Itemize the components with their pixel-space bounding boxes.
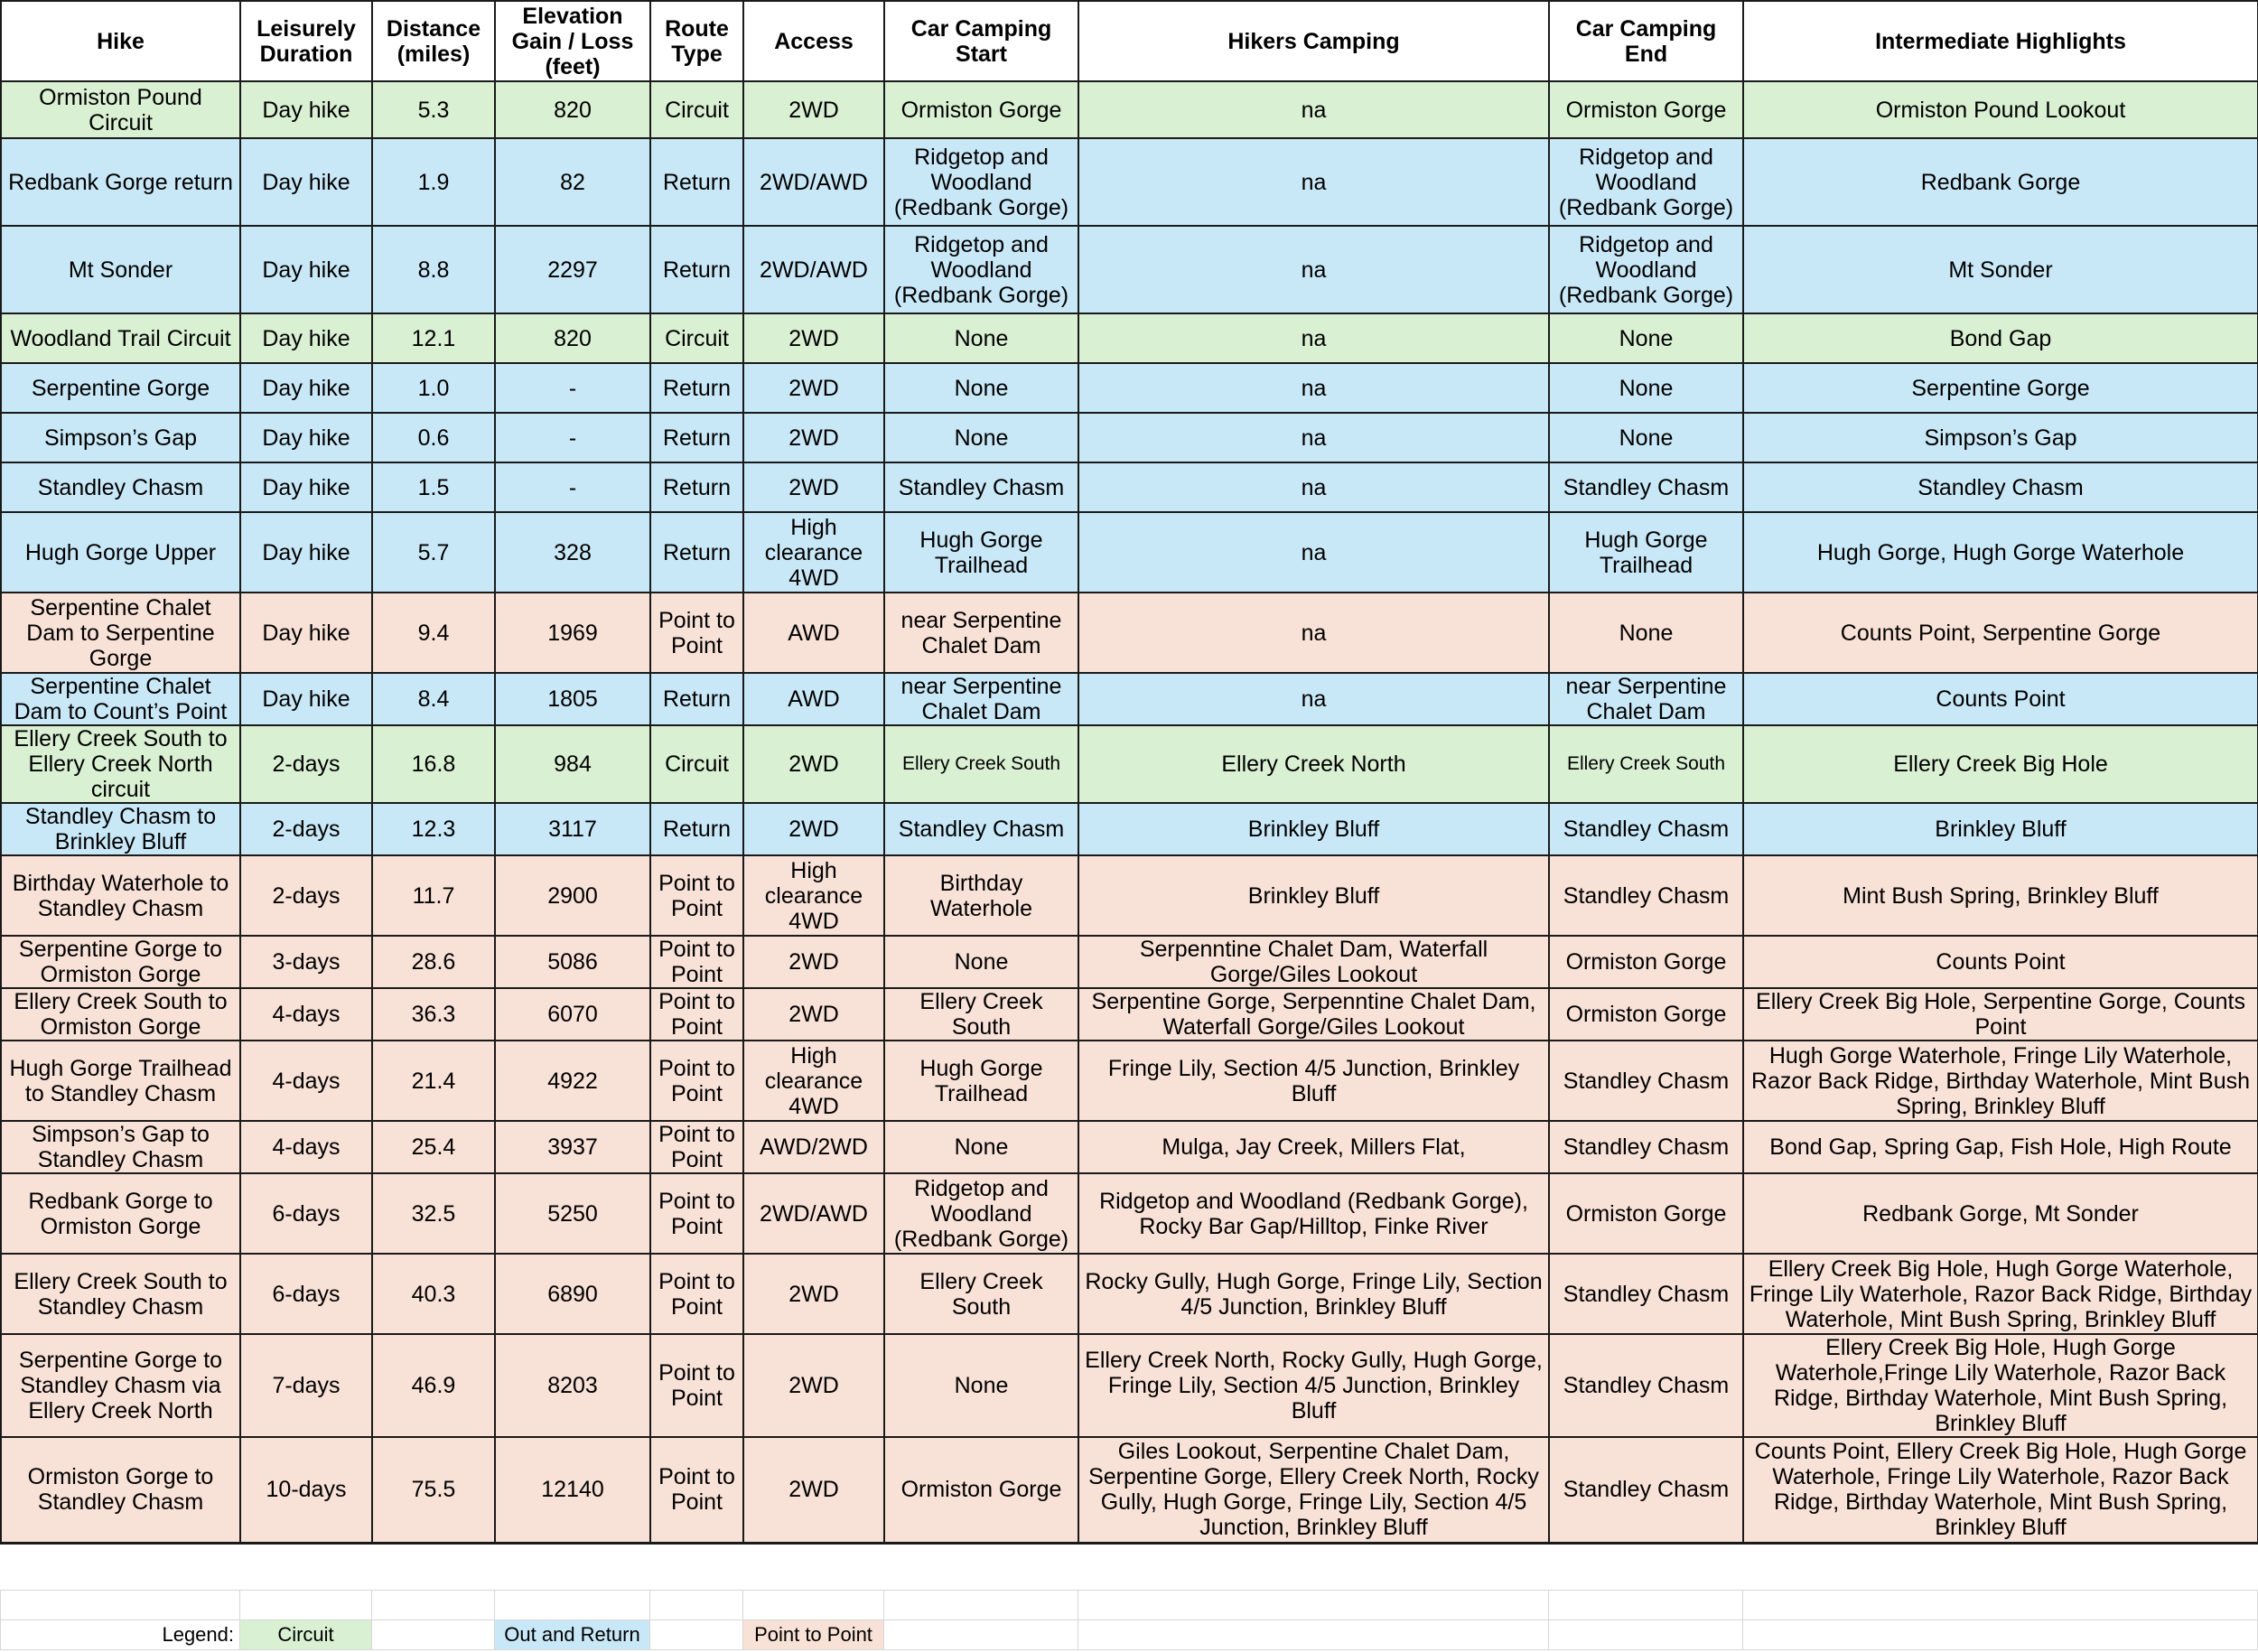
cell-distance[interactable]: 36.3	[372, 988, 495, 1041]
cell-highlights[interactable]: Hugh Gorge, Hugh Gorge Waterhole	[1743, 512, 2258, 593]
legend-spacer-row	[1, 1591, 2258, 1620]
cell-elevation[interactable]: 8203	[495, 1334, 650, 1437]
cell-elevation[interactable]: 5086	[495, 936, 650, 988]
cell-duration[interactable]: 2-days	[240, 803, 372, 855]
table-row	[1, 1437, 2258, 1543]
cell-hikers-camping[interactable]: Brinkley Bluff	[1078, 855, 1549, 936]
cell-hike[interactable]: Woodland Trail Circuit	[1, 313, 240, 363]
cell-elevation[interactable]: 820	[495, 313, 650, 363]
cell-hike[interactable]: Mt Sonder	[1, 226, 240, 313]
cell-hikers-camping[interactable]: Ellery Creek North, Rocky Gully, Hugh Gorge, Fringe Lily, Section 4/5 Junction, Brinkley Bluff	[1078, 1334, 1549, 1437]
cell-highlights[interactable]: Mint Bush Spring, Brinkley Bluff	[1743, 855, 2258, 936]
legend-label[interactable]: Legend:	[1, 1620, 240, 1650]
cell-hikers-camping[interactable]: na	[1078, 512, 1549, 593]
cell-elevation[interactable]: 5250	[495, 1173, 650, 1254]
cell-elevation[interactable]: 4922	[495, 1041, 650, 1121]
cell-duration[interactable]: 4-days	[240, 1121, 372, 1173]
cell-car-camping-start[interactable]: near Serpentine Chalet Dam	[884, 673, 1078, 725]
cell-car-camping-end[interactable]: Ormiston Gorge	[1549, 81, 1743, 138]
cell-car-camping-start[interactable]: Ellery Creek South	[884, 725, 1078, 803]
table-row	[1, 512, 2258, 593]
cell-hikers-camping[interactable]: na	[1078, 363, 1549, 413]
cell-access[interactable]: 2WD	[743, 936, 884, 988]
table-row	[1, 988, 2258, 1041]
header-elevation[interactable]: Elevation Gain / Loss (feet)	[495, 1, 650, 81]
table-row	[1, 1121, 2258, 1173]
cell-access[interactable]: 2WD/AWD	[743, 1173, 884, 1254]
legend-circuit[interactable]: Circuit	[240, 1620, 372, 1650]
cell-car-camping-start[interactable]: Hugh Gorge Trailhead	[884, 1041, 1078, 1121]
cell-car-camping-end[interactable]: Standley Chasm	[1549, 1121, 1743, 1173]
cell-duration[interactable]: Day hike	[240, 462, 372, 512]
cell-car-camping-end[interactable]: Ellery Creek South	[1549, 725, 1743, 803]
cell-distance[interactable]: 5.7	[372, 512, 495, 593]
cell-distance[interactable]: 28.6	[372, 936, 495, 988]
cell-car-camping-start[interactable]: Ellery Creek South	[884, 1254, 1078, 1334]
cell-access[interactable]: 2WD	[743, 462, 884, 512]
cell-car-camping-end[interactable]: Ormiston Gorge	[1549, 988, 1743, 1041]
empty-cell[interactable]	[1, 1591, 240, 1620]
cell-access[interactable]: 2WD	[743, 803, 884, 855]
header-car-camping-start[interactable]: Car Camping Start	[884, 1, 1078, 81]
cell-hikers-camping[interactable]: na	[1078, 138, 1549, 226]
empty-cell[interactable]	[372, 1591, 495, 1620]
cell-car-camping-end[interactable]: Standley Chasm	[1549, 1437, 1743, 1543]
empty-cell[interactable]	[1078, 1620, 1549, 1650]
cell-distance[interactable]: 12.3	[372, 803, 495, 855]
cell-hike[interactable]: Hugh Gorge Trailhead to Standley Chasm	[1, 1041, 240, 1121]
cell-distance[interactable]: 1.9	[372, 138, 495, 226]
cell-route-type[interactable]: Point to Point	[650, 1041, 743, 1121]
cell-highlights[interactable]: Standley Chasm	[1743, 462, 2258, 512]
empty-cell[interactable]	[743, 1591, 884, 1620]
cell-highlights[interactable]: Hugh Gorge Waterhole, Fringe Lily Waterhole, Razor Back Ridge, Birthday Waterhole, Mint Bush Spring, Brinkley Bluff	[1743, 1041, 2258, 1121]
cell-elevation[interactable]: 2900	[495, 855, 650, 936]
cell-hikers-camping[interactable]: Rocky Gully, Hugh Gorge, Fringe Lily, Section 4/5 Junction, Brinkley Bluff	[1078, 1254, 1549, 1334]
cell-distance[interactable]: 1.5	[372, 462, 495, 512]
legend-out-and-return[interactable]: Out and Return	[495, 1620, 650, 1650]
cell-distance[interactable]: 16.8	[372, 725, 495, 803]
cell-hike[interactable]: Serpentine Chalet Dam to Count’s Point	[1, 673, 240, 725]
cell-elevation[interactable]: 6890	[495, 1254, 650, 1334]
cell-access[interactable]: 2WD	[743, 1254, 884, 1334]
table-row	[1, 803, 2258, 855]
table-row	[1, 138, 2258, 226]
table-row	[1, 1173, 2258, 1254]
cell-car-camping-start[interactable]: None	[884, 1334, 1078, 1437]
cell-duration[interactable]: 2-days	[240, 855, 372, 936]
cell-duration[interactable]: Day hike	[240, 512, 372, 593]
cell-hike[interactable]: Hugh Gorge Upper	[1, 512, 240, 593]
cell-duration[interactable]: 2-days	[240, 725, 372, 803]
cell-elevation[interactable]: -	[495, 413, 650, 462]
table-row	[1, 855, 2258, 936]
cell-hike[interactable]: Ormiston Gorge to Standley Chasm	[1, 1437, 240, 1543]
header-hike[interactable]: Hike	[1, 1, 240, 81]
cell-car-camping-end[interactable]: Standley Chasm	[1549, 462, 1743, 512]
cell-car-camping-start[interactable]: Ellery Creek South	[884, 988, 1078, 1041]
empty-cell[interactable]	[884, 1620, 1078, 1650]
header-distance[interactable]: Distance (miles)	[372, 1, 495, 81]
cell-car-camping-start[interactable]: None	[884, 1121, 1078, 1173]
cell-car-camping-start[interactable]: None	[884, 363, 1078, 413]
table-row	[1, 413, 2258, 462]
cell-route-type[interactable]: Return	[650, 673, 743, 725]
table-row	[1, 936, 2258, 988]
cell-hike[interactable]: Serpentine Gorge to Ormiston Gorge	[1, 936, 240, 988]
cell-route-type[interactable]: Return	[650, 226, 743, 313]
cell-access[interactable]: AWD	[743, 593, 884, 673]
cell-highlights[interactable]: Ellery Creek Big Hole, Serpentine Gorge, Counts Point	[1743, 988, 2258, 1041]
cell-access[interactable]: High clearance 4WD	[743, 855, 884, 936]
cell-distance[interactable]: 9.4	[372, 593, 495, 673]
table-row	[1, 1334, 2258, 1437]
legend-point-to-point[interactable]: Point to Point	[743, 1620, 884, 1650]
table-row	[1, 1041, 2258, 1121]
cell-distance[interactable]: 21.4	[372, 1041, 495, 1121]
cell-car-camping-start[interactable]: Standley Chasm	[884, 803, 1078, 855]
legend-row	[1, 1620, 2258, 1650]
cell-car-camping-start[interactable]: Ridgetop and Woodland (Redbank Gorge)	[884, 1173, 1078, 1254]
cell-car-camping-end[interactable]: Hugh Gorge Trailhead	[1549, 512, 1743, 593]
cell-duration[interactable]: 6-days	[240, 1173, 372, 1254]
cell-route-type[interactable]: Circuit	[650, 81, 743, 138]
cell-duration[interactable]: Day hike	[240, 138, 372, 226]
cell-route-type[interactable]: Point to Point	[650, 593, 743, 673]
cell-hike[interactable]: Redbank Gorge return	[1, 138, 240, 226]
cell-access[interactable]: 2WD	[743, 1437, 884, 1543]
cell-car-camping-end[interactable]: Ormiston Gorge	[1549, 1173, 1743, 1254]
empty-cell[interactable]	[1078, 1591, 1549, 1620]
cell-car-camping-start[interactable]: Ridgetop and Woodland (Redbank Gorge)	[884, 226, 1078, 313]
cell-distance[interactable]: 46.9	[372, 1334, 495, 1437]
cell-elevation[interactable]: 328	[495, 512, 650, 593]
cell-highlights[interactable]: Simpson’s Gap	[1743, 413, 2258, 462]
cell-access[interactable]: 2WD	[743, 363, 884, 413]
table-row	[1, 81, 2258, 138]
cell-car-camping-end[interactable]: Ridgetop and Woodland (Redbank Gorge)	[1549, 226, 1743, 313]
empty-cell[interactable]	[1743, 1591, 2258, 1620]
cell-car-camping-end[interactable]: Standley Chasm	[1549, 1254, 1743, 1334]
cell-elevation[interactable]: -	[495, 462, 650, 512]
cell-car-camping-start[interactable]: None	[884, 313, 1078, 363]
cell-hikers-camping[interactable]: na	[1078, 226, 1549, 313]
cell-access[interactable]: 2WD	[743, 725, 884, 803]
cell-car-camping-end[interactable]: Ormiston Gorge	[1549, 936, 1743, 988]
cell-access[interactable]: 2WD	[743, 413, 884, 462]
header-hikers-camping[interactable]: Hikers Camping	[1078, 1, 1549, 81]
cell-duration[interactable]: Day hike	[240, 413, 372, 462]
cell-highlights[interactable]: Redbank Gorge, Mt Sonder	[1743, 1173, 2258, 1254]
cell-route-type[interactable]: Return	[650, 512, 743, 593]
cell-car-camping-end[interactable]: None	[1549, 313, 1743, 363]
table-row	[1, 1254, 2258, 1334]
cell-highlights[interactable]: Ormiston Pound Lookout	[1743, 81, 2258, 138]
table-row	[1, 226, 2258, 313]
cell-access[interactable]: AWD/2WD	[743, 1121, 884, 1173]
cell-highlights[interactable]: Ellery Creek Big Hole, Hugh Gorge Waterhole,Fringe Lily Waterhole, Razor Back Ridge, Birthday Waterhole, Mint Bush Spring, Brinkley Bluff	[1743, 1334, 2258, 1437]
cell-distance[interactable]: 5.3	[372, 81, 495, 138]
cell-hike[interactable]: Simpson’s Gap to Standley Chasm	[1, 1121, 240, 1173]
cell-route-type[interactable]: Circuit	[650, 725, 743, 803]
cell-route-type[interactable]: Circuit	[650, 313, 743, 363]
cell-duration[interactable]: Day hike	[240, 313, 372, 363]
cell-car-camping-end[interactable]: Standley Chasm	[1549, 1334, 1743, 1437]
cell-duration[interactable]: Day hike	[240, 226, 372, 313]
cell-hike[interactable]: Ellery Creek South to Ellery Creek North circuit	[1, 725, 240, 803]
cell-car-camping-end[interactable]: Standley Chasm	[1549, 803, 1743, 855]
cell-hike[interactable]: Standley Chasm	[1, 462, 240, 512]
cell-car-camping-end[interactable]: None	[1549, 363, 1743, 413]
cell-elevation[interactable]: 82	[495, 138, 650, 226]
empty-cell[interactable]	[240, 1591, 372, 1620]
cell-elevation[interactable]: 1969	[495, 593, 650, 673]
cell-distance[interactable]: 8.8	[372, 226, 495, 313]
cell-hike[interactable]: Standley Chasm to Brinkley Bluff	[1, 803, 240, 855]
cell-elevation[interactable]: 12140	[495, 1437, 650, 1543]
empty-cell[interactable]	[884, 1591, 1078, 1620]
cell-hikers-camping[interactable]: Giles Lookout, Serpentine Chalet Dam, Serpentine Gorge, Ellery Creek North, Rocky Gully, Hugh Gorge, Fringe Lily, Section 4/5 Junction, Brinkley Bluff	[1078, 1437, 1549, 1543]
cell-route-type[interactable]: Point to Point	[650, 1254, 743, 1334]
cell-hikers-camping[interactable]: Serpentine Gorge, Serpenntine Chalet Dam, Waterfall Gorge/Giles Lookout	[1078, 988, 1549, 1041]
cell-route-type[interactable]: Point to Point	[650, 936, 743, 988]
cell-distance[interactable]: 75.5	[372, 1437, 495, 1543]
cell-distance[interactable]: 8.4	[372, 673, 495, 725]
cell-car-camping-start[interactable]: Hugh Gorge Trailhead	[884, 512, 1078, 593]
cell-access[interactable]: AWD	[743, 673, 884, 725]
cell-hike[interactable]: Simpson’s Gap	[1, 413, 240, 462]
cell-highlights[interactable]: Ellery Creek Big Hole	[1743, 725, 2258, 803]
cell-hikers-camping[interactable]: Ridgetop and Woodland (Redbank Gorge), Rocky Bar Gap/Hilltop, Finke River	[1078, 1173, 1549, 1254]
cell-elevation[interactable]: 1805	[495, 673, 650, 725]
cell-duration[interactable]: 3-days	[240, 936, 372, 988]
cell-duration[interactable]: 7-days	[240, 1334, 372, 1437]
cell-highlights[interactable]: Serpentine Gorge	[1743, 363, 2258, 413]
table-row	[1, 462, 2258, 512]
cell-duration[interactable]: 4-days	[240, 1041, 372, 1121]
cell-route-type[interactable]: Return	[650, 363, 743, 413]
cell-car-camping-start[interactable]: near Serpentine Chalet Dam	[884, 593, 1078, 673]
legend	[0, 1590, 2257, 1652]
cell-route-type[interactable]: Return	[650, 413, 743, 462]
cell-distance[interactable]: 32.5	[372, 1173, 495, 1254]
cell-hikers-camping[interactable]: Brinkley Bluff	[1078, 803, 1549, 855]
cell-highlights[interactable]: Counts Point	[1743, 673, 2258, 725]
cell-distance[interactable]: 25.4	[372, 1121, 495, 1173]
cell-car-camping-end[interactable]: Standley Chasm	[1549, 855, 1743, 936]
cell-duration[interactable]: 6-days	[240, 1254, 372, 1334]
cell-access[interactable]: 2WD/AWD	[743, 226, 884, 313]
cell-duration[interactable]: 10-days	[240, 1437, 372, 1543]
cell-hikers-camping[interactable]: Ellery Creek North	[1078, 725, 1549, 803]
header-access[interactable]: Access	[743, 1, 884, 81]
cell-car-camping-start[interactable]: Ormiston Gorge	[884, 1437, 1078, 1543]
cell-car-camping-start[interactable]: Ridgetop and Woodland (Redbank Gorge)	[884, 138, 1078, 226]
cell-car-camping-end[interactable]: None	[1549, 413, 1743, 462]
cell-car-camping-start[interactable]: None	[884, 936, 1078, 988]
cell-distance[interactable]: 40.3	[372, 1254, 495, 1334]
cell-car-camping-end[interactable]: Standley Chasm	[1549, 1041, 1743, 1121]
cell-highlights[interactable]: Counts Point, Serpentine Gorge	[1743, 593, 2258, 673]
cell-hikers-camping[interactable]: na	[1078, 462, 1549, 512]
cell-elevation[interactable]: 6070	[495, 988, 650, 1041]
cell-route-type[interactable]: Return	[650, 803, 743, 855]
cell-route-type[interactable]: Point to Point	[650, 1437, 743, 1543]
empty-cell[interactable]	[650, 1620, 743, 1650]
cell-car-camping-start[interactable]: Birthday Waterhole	[884, 855, 1078, 936]
table-row	[1, 313, 2258, 363]
cell-hike[interactable]: Redbank Gorge to Ormiston Gorge	[1, 1173, 240, 1254]
cell-highlights[interactable]: Brinkley Bluff	[1743, 803, 2258, 855]
cell-route-type[interactable]: Point to Point	[650, 1121, 743, 1173]
cell-route-type[interactable]: Point to Point	[650, 855, 743, 936]
cell-access[interactable]: High clearance 4WD	[743, 1041, 884, 1121]
header-row	[1, 1, 2258, 81]
cell-hikers-camping[interactable]: na	[1078, 593, 1549, 673]
empty-cell[interactable]	[1743, 1620, 2258, 1650]
cell-route-type[interactable]: Return	[650, 462, 743, 512]
cell-hikers-camping[interactable]: na	[1078, 81, 1549, 138]
cell-highlights[interactable]: Bond Gap, Spring Gap, Fish Hole, High Route	[1743, 1121, 2258, 1173]
cell-distance[interactable]: 11.7	[372, 855, 495, 936]
cell-car-camping-start[interactable]: Standley Chasm	[884, 462, 1078, 512]
cell-hikers-camping[interactable]: Fringe Lily, Section 4/5 Junction, Brinkley Bluff	[1078, 1041, 1549, 1121]
cell-car-camping-end[interactable]: None	[1549, 593, 1743, 673]
cell-hikers-camping[interactable]: na	[1078, 413, 1549, 462]
table-body	[1, 81, 2258, 1543]
empty-cell[interactable]	[1549, 1591, 1743, 1620]
table-row	[1, 673, 2258, 725]
cell-car-camping-end[interactable]: near Serpentine Chalet Dam	[1549, 673, 1743, 725]
cell-highlights[interactable]: Ellery Creek Big Hole, Hugh Gorge Waterhole, Fringe Lily Waterhole, Razor Back Ridge, Birthday Waterhole, Mint Bush Spring, Brinkley Bluff	[1743, 1254, 2258, 1334]
cell-highlights[interactable]: Counts Point	[1743, 936, 2258, 988]
cell-route-type[interactable]: Point to Point	[650, 1173, 743, 1254]
cell-duration[interactable]: 4-days	[240, 988, 372, 1041]
cell-route-type[interactable]: Point to Point	[650, 988, 743, 1041]
cell-distance[interactable]: 12.1	[372, 313, 495, 363]
cell-route-type[interactable]: Return	[650, 138, 743, 226]
empty-cell[interactable]	[650, 1591, 743, 1620]
cell-hike[interactable]: Birthday Waterhole to Standley Chasm	[1, 855, 240, 936]
cell-highlights[interactable]: Redbank Gorge	[1743, 138, 2258, 226]
cell-duration[interactable]: Day hike	[240, 673, 372, 725]
cell-access[interactable]: 2WD/AWD	[743, 138, 884, 226]
cell-access[interactable]: 2WD	[743, 988, 884, 1041]
cell-duration[interactable]: Day hike	[240, 81, 372, 138]
cell-elevation[interactable]: 984	[495, 725, 650, 803]
cell-hikers-camping[interactable]: Mulga, Jay Creek, Millers Flat,	[1078, 1121, 1549, 1173]
cell-elevation[interactable]: 820	[495, 81, 650, 138]
cell-elevation[interactable]: 2297	[495, 226, 650, 313]
cell-elevation[interactable]: 3937	[495, 1121, 650, 1173]
cell-hikers-camping[interactable]: na	[1078, 313, 1549, 363]
cell-hike[interactable]: Ellery Creek South to Standley Chasm	[1, 1254, 240, 1334]
cell-highlights[interactable]: Mt Sonder	[1743, 226, 2258, 313]
table-row	[1, 593, 2258, 673]
cell-distance[interactable]: 0.6	[372, 413, 495, 462]
cell-duration[interactable]: Day hike	[240, 363, 372, 413]
cell-hike[interactable]: Serpentine Gorge to Standley Chasm via Ellery Creek North	[1, 1334, 240, 1437]
cell-route-type[interactable]: Point to Point	[650, 1334, 743, 1437]
cell-car-camping-end[interactable]: Ridgetop and Woodland (Redbank Gorge)	[1549, 138, 1743, 226]
cell-access[interactable]: 2WD	[743, 313, 884, 363]
header-highlights[interactable]: Intermediate Highlights	[1743, 1, 2258, 81]
empty-cell[interactable]	[495, 1591, 650, 1620]
table-row	[1, 363, 2258, 413]
cell-hikers-camping[interactable]: na	[1078, 673, 1549, 725]
cell-car-camping-start[interactable]: None	[884, 413, 1078, 462]
cell-highlights[interactable]: Counts Point, Ellery Creek Big Hole, Hugh Gorge Waterhole, Fringe Lily Waterhole, Razor Back Ridge, Birthday Waterhole, Mint Bush Spring, Brinkley Bluff	[1743, 1437, 2258, 1543]
table-row	[1, 725, 2258, 803]
header-duration[interactable]: Leisurely Duration	[240, 1, 372, 81]
cell-distance[interactable]: 1.0	[372, 363, 495, 413]
header-car-camping-end[interactable]: Car Camping End	[1549, 1, 1743, 81]
empty-cell[interactable]	[372, 1620, 495, 1650]
cell-hike[interactable]: Serpentine Gorge	[1, 363, 240, 413]
cell-hike[interactable]: Serpentine Chalet Dam to Serpentine Gorge	[1, 593, 240, 673]
cell-hikers-camping[interactable]: Serpenntine Chalet Dam, Waterfall Gorge/Giles Lookout	[1078, 936, 1549, 988]
cell-access[interactable]: 2WD	[743, 1334, 884, 1437]
cell-hike[interactable]: Ellery Creek South to Ormiston Gorge	[1, 988, 240, 1041]
cell-elevation[interactable]: 3117	[495, 803, 650, 855]
cell-highlights[interactable]: Bond Gap	[1743, 313, 2258, 363]
cell-duration[interactable]: Day hike	[240, 593, 372, 673]
empty-cell[interactable]	[1549, 1620, 1743, 1650]
header-route-type[interactable]: Route Type	[650, 1, 743, 81]
cell-elevation[interactable]: -	[495, 363, 650, 413]
cell-car-camping-start[interactable]: Ormiston Gorge	[884, 81, 1078, 138]
cell-hike[interactable]: Ormiston Pound Circuit	[1, 81, 240, 138]
cell-access[interactable]: 2WD	[743, 81, 884, 138]
cell-access[interactable]: High clearance 4WD	[743, 512, 884, 593]
